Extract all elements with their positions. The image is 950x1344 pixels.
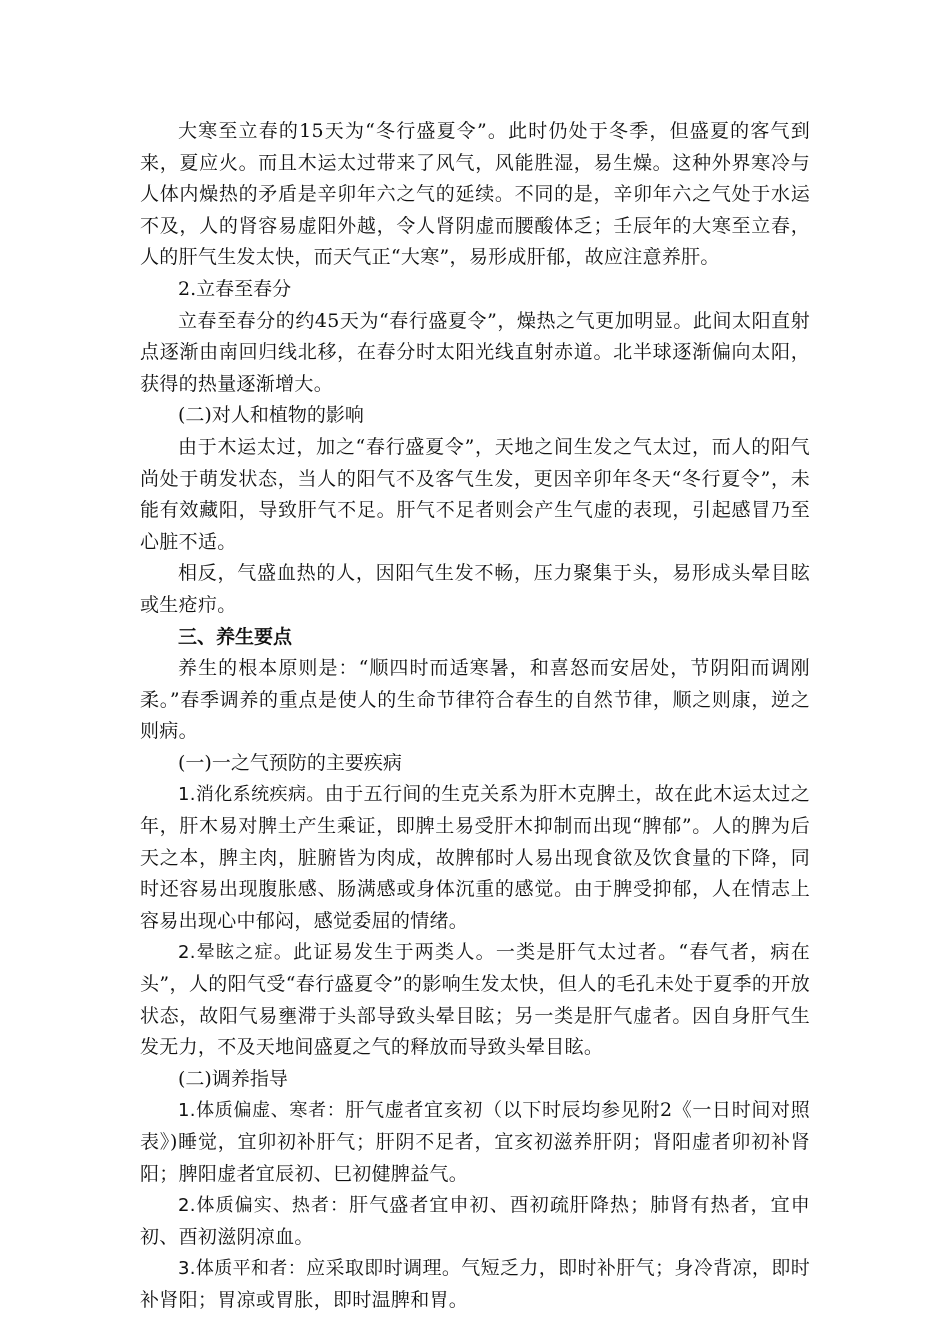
paragraph-excess-heat <box>140 1190 810 1253</box>
text-digestive: 由于五行间的生克关系为肝木克脾土，故在此木运太过之年，肝木易对脾土产生乘证，即脾土易受肝木抑制而出现“脾郁”。人的脾为后天之本，脾主肉，脏腑皆为肉成，故脾郁时人易出现食欲及饮食量的下降，同时还容易出现腹胀感、肠满感或身体沉重的感觉。由于脾受抑郁，人在情志上容易出现心中郁闷，感觉委屈的情绪。 <box>140 783 810 932</box>
section-heading-diseases: (一)一之气预防的主要疾病 <box>178 751 402 774</box>
section-heading-effects: (二)对人和植物的影响 <box>178 404 364 427</box>
paragraph-dizziness <box>140 937 810 1063</box>
section-heading-health-points: 三、养生要点 <box>178 625 293 648</box>
text-dizziness: 此证易发生于两类人。一类是肝气太过者。“春气者，病在头”，人的阳气受“春行盛夏令”的影响生发太快，但人的毛孔未处于夏季的开放状态，故阳气易壅滞于头部导致头晕目眩；另一类是肝气虚者。因自身肝气生发无力，不及天地间盛夏之气的释放而导致头晕目眩。 <box>140 941 810 1059</box>
paragraph-winter-summer-order: 大寒至立春的15天为“冬行盛夏令”。此时仍处于冬季，但盛夏的客气到来，夏应火。而且木运太过带来了风气，风能胜湿，易生燥。这种外界寒冷与人体内燥热的矛盾是辛卯年六之气的延续。不同的是，辛卯年六之气处于水运不及，人的肾容易虚阳外越，令人肾阴虚而腰酸体乏；壬辰年的大寒至立春，人的肝气生发太快，而天气正“大寒”，易形成肝郁，故应注意养肝。 <box>140 120 810 269</box>
label-balanced: 3.体质平和者： <box>178 1258 307 1280</box>
text-balanced: 应采取即时调理。气短乏力，即时补肝气；身冷背凉，即时补肾阳；胃凉或胃胀，即时温脾和胃。 <box>140 1257 810 1311</box>
paragraph-wood-excess: 由于木运太过，加之“春行盛夏令”，天地之间生发之气太过，而人的阳气尚处于萌发状态，当人的阳气不及客气生发，更因辛卯年冬天“冬行夏令”，未能有效藏阳，导致肝气不足。肝气不足者则会产生气虚的表现，引起感冒乃至心脏不适。 <box>140 435 810 553</box>
text-excess-heat: 肝气盛者宜申初、酉初疏肝降热；肺肾有热者，宜申初、酉初滋阴凉血。 <box>140 1194 810 1248</box>
label-excess-heat: 2.体质偏实、热者： <box>178 1195 350 1217</box>
document-body <box>140 116 810 1317</box>
section-heading-lichun-chunfen: 2.立春至春分 <box>178 277 292 300</box>
paragraph-digestive <box>140 779 810 937</box>
paragraph-principles: 养生的根本原则是：“顺四时而适寒暑，和喜怒而安居处，节阴阳而调刚柔。”春季调养的重点是使人的生命节律符合春生的自然节律，顺之则康，逆之则病。 <box>140 657 810 743</box>
paragraph-qi-blood-heat: 相反，气盛血热的人，因阳气生发不畅，压力聚集于头，易形成头晕目眩或生疮疖。 <box>140 562 810 616</box>
label-dizziness: 2.晕眩之症。 <box>178 942 294 964</box>
section-heading-guidance: (二)调养指导 <box>178 1067 288 1090</box>
text-weak-cold: 肝气虚者宜亥初（以下时辰均参见附2《一日时间对照表》)睡觉，宜卯初补肝气；肝阴不足者，宜亥初滋养肝阴；肾阳虚者卯初补肾阳；脾阳虚者宜辰初、巳初健脾益气。 <box>140 1099 810 1185</box>
label-weak-cold: 1.体质偏虚、寒者： <box>178 1100 346 1122</box>
label-digestive: 1.消化系统疾病。 <box>178 784 325 806</box>
paragraph-spring-summer-order: 立春至春分的约45天为“春行盛夏令”，燥热之气更加明显。此间太阳直射点逐渐由南回归线北移，在春分时太阳光线直射赤道。北半球逐渐偏向太阳，获得的热量逐渐增大。 <box>140 309 810 395</box>
paragraph-balanced <box>140 1253 810 1316</box>
paragraph-weak-cold <box>140 1095 810 1190</box>
